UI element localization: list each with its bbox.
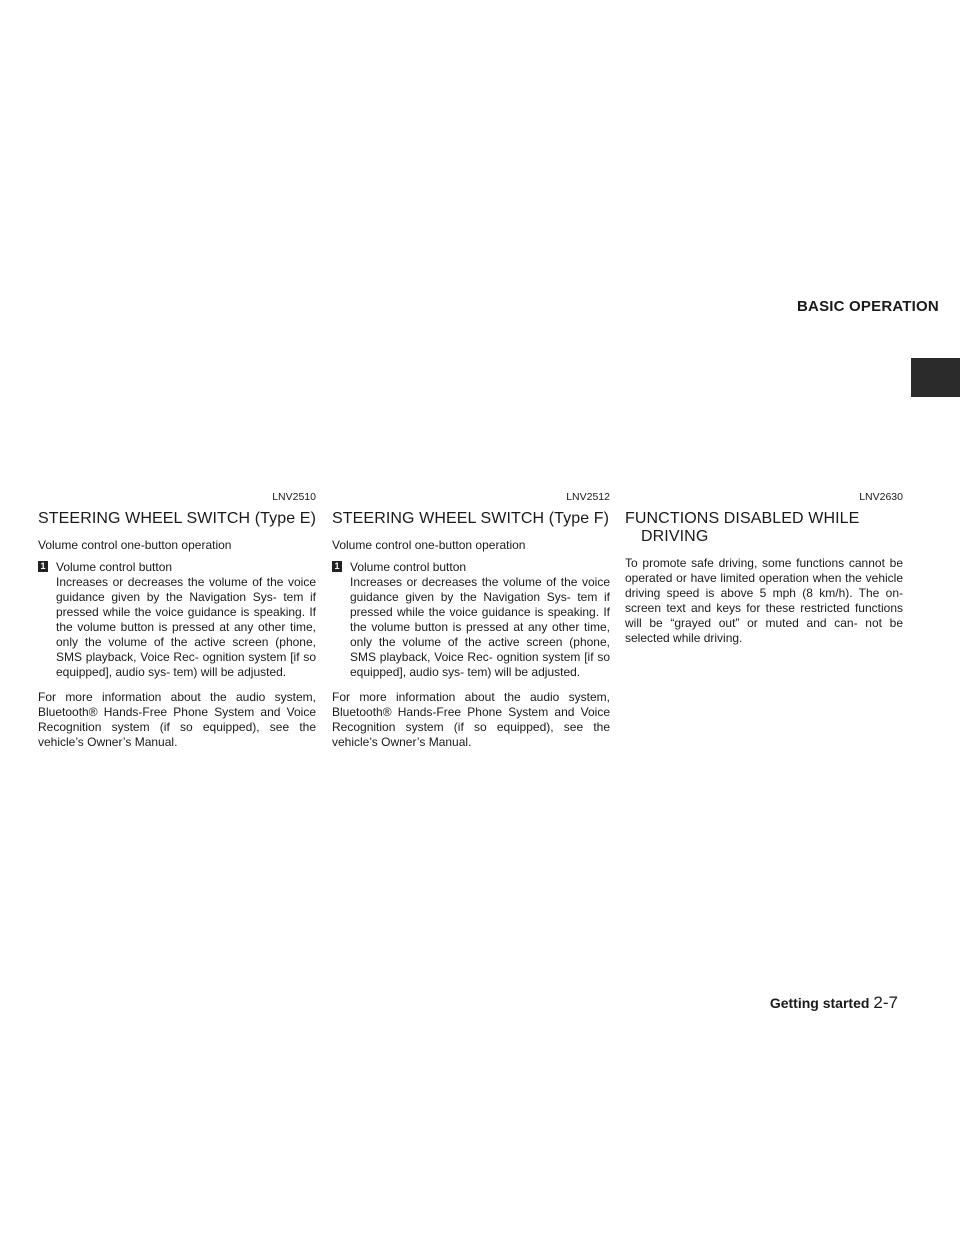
- item-title: Volume control button: [350, 560, 467, 574]
- figure-code: LNV2630: [859, 491, 903, 503]
- item-description: Increases or decreases the volume of the voice guidance given by the Navigation Sys- tem if pressed while the voice guidance is speaking. If the volume button is pressed at any other time, only the volume of the active screen (phone, SMS playback, Voice Rec- ognition system [if so equipped], audio sys- tem) will be adjusted.: [56, 575, 316, 679]
- column-type-f: [332, 490, 610, 750]
- item-title: Volume control button: [56, 560, 173, 574]
- page-footer: [770, 993, 898, 1013]
- item-description: Increases or decreases the volume of the voice guidance given by the Navigation Sys- tem if pressed while the voice guidance is speaking. If the volume button is pressed at any other time, only the volume of the active screen (phone, SMS playback, Voice Rec- ognition system [if so equipped], audio sys- tem) will be adjusted.: [350, 575, 610, 679]
- subheading: Volume control one-button operation: [332, 538, 526, 552]
- column-heading: [625, 510, 903, 546]
- column-heading: STEERING WHEEL SWITCH (Type F): [332, 510, 610, 527]
- section-tab-marker: [911, 358, 960, 397]
- item-number-badge: 1: [38, 561, 48, 572]
- chapter-label: Getting started: [769, 995, 870, 1011]
- item-number-badge: 1: [332, 561, 342, 572]
- body-paragraph: For more information about the audio system, Bluetooth® Hands-Free Phone System and Voice Recognition system (if so equipped), see the vehicle’s Owner’s Manual.: [38, 690, 316, 749]
- column-functions-disabled: [625, 490, 903, 646]
- list-item: [38, 560, 316, 680]
- figure-code: LNV2510: [272, 491, 316, 503]
- column-heading: STEERING WHEEL SWITCH (Type E): [38, 510, 316, 527]
- figure-code: LNV2512: [566, 491, 610, 503]
- column-type-e: [38, 490, 316, 750]
- list-item: [332, 560, 610, 680]
- body-paragraph: To promote safe driving, some functions cannot be operated or have limited operation when the vehicle driving speed is above 5 mph (8 km/h). The on-screen text and keys for these restricted functions will be “grayed out” or muted and can- not be selected while driving.: [625, 556, 903, 645]
- heading-line-2: DRIVING: [641, 528, 709, 545]
- section-title: BASIC OPERATION: [797, 298, 939, 315]
- heading-line-1: FUNCTIONS DISABLED WHILE: [625, 510, 860, 527]
- page-number: 2-7: [873, 993, 898, 1012]
- body-paragraph: For more information about the audio system, Bluetooth® Hands-Free Phone System and Voice Recognition system (if so equipped), see the vehicle’s Owner’s Manual.: [332, 690, 610, 749]
- subheading: Volume control one-button operation: [38, 538, 232, 552]
